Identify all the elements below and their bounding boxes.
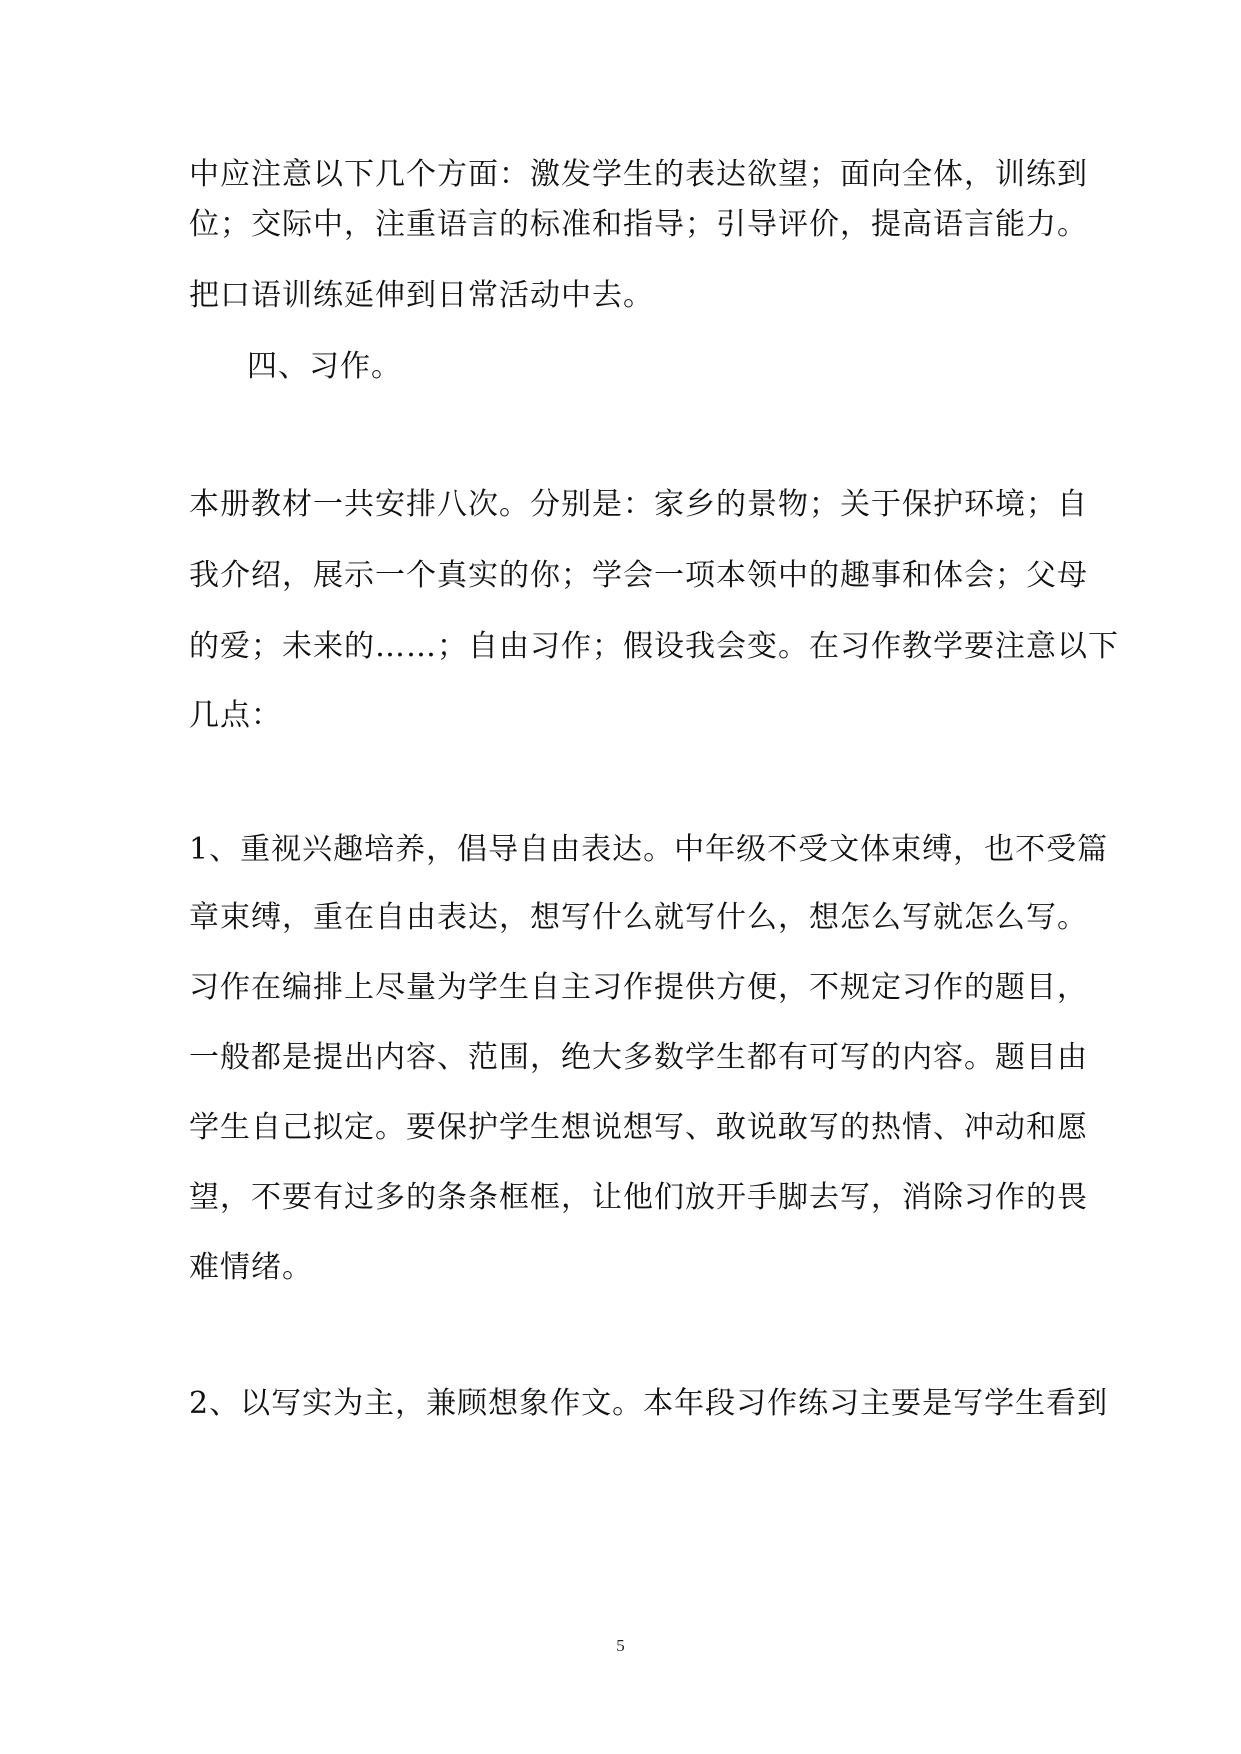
text-line-9: 1、重视兴趣培养，倡导自由表达。中年级不受文体束缚，也不受篇 bbox=[189, 832, 1109, 867]
text-line-11: 习作在编排上尽量为学生自主习作提供方便，不规定习作的题目， bbox=[189, 970, 1088, 1005]
text-line-15: 难情绪。 bbox=[189, 1250, 313, 1285]
text-line-5: 本册教材一共安排八次。分别是：家乡的景物；关于保护环境；自 bbox=[189, 487, 1088, 522]
text-line-16: 2、以写实为主，兼顾想象作文。本年段习作练习主要是写学生看到 bbox=[189, 1386, 1109, 1421]
text-line-12: 一般都是提出内容、范围，绝大多数学生都有可写的内容。题目由 bbox=[189, 1040, 1088, 1075]
text-line-13: 学生自己拟定。要保护学生想说想写、敢说敢写的热情、冲动和愿 bbox=[189, 1110, 1088, 1145]
text-line-2: 位；交际中，注重语言的标准和指导；引导评价，提高语言能力。 bbox=[189, 207, 1088, 242]
text-line-7: 的爱；未来的……；自由习作；假设我会变。在习作教学要注意以下 bbox=[189, 629, 1119, 664]
text-line-1: 中应注意以下几个方面：激发学生的表达欲望；面向全体，训练到 bbox=[189, 157, 1088, 192]
text-line-8: 几点： bbox=[189, 698, 282, 733]
page-number: 5 bbox=[616, 1636, 625, 1655]
text-line-14: 望，不要有过多的条条框框，让他们放开手脚去写，消除习作的畏 bbox=[189, 1180, 1088, 1215]
text-line-3: 把口语训练延伸到日常活动中去。 bbox=[189, 278, 654, 313]
text-line-10: 章束缚，重在自由表达，想写什么就写什么，想怎么写就怎么写。 bbox=[189, 900, 1088, 935]
text-line-6: 我介绍，展示一个真实的你；学会一项本领中的趣事和体会；父母 bbox=[189, 558, 1088, 593]
section-heading: 四、习作。 bbox=[247, 349, 402, 384]
